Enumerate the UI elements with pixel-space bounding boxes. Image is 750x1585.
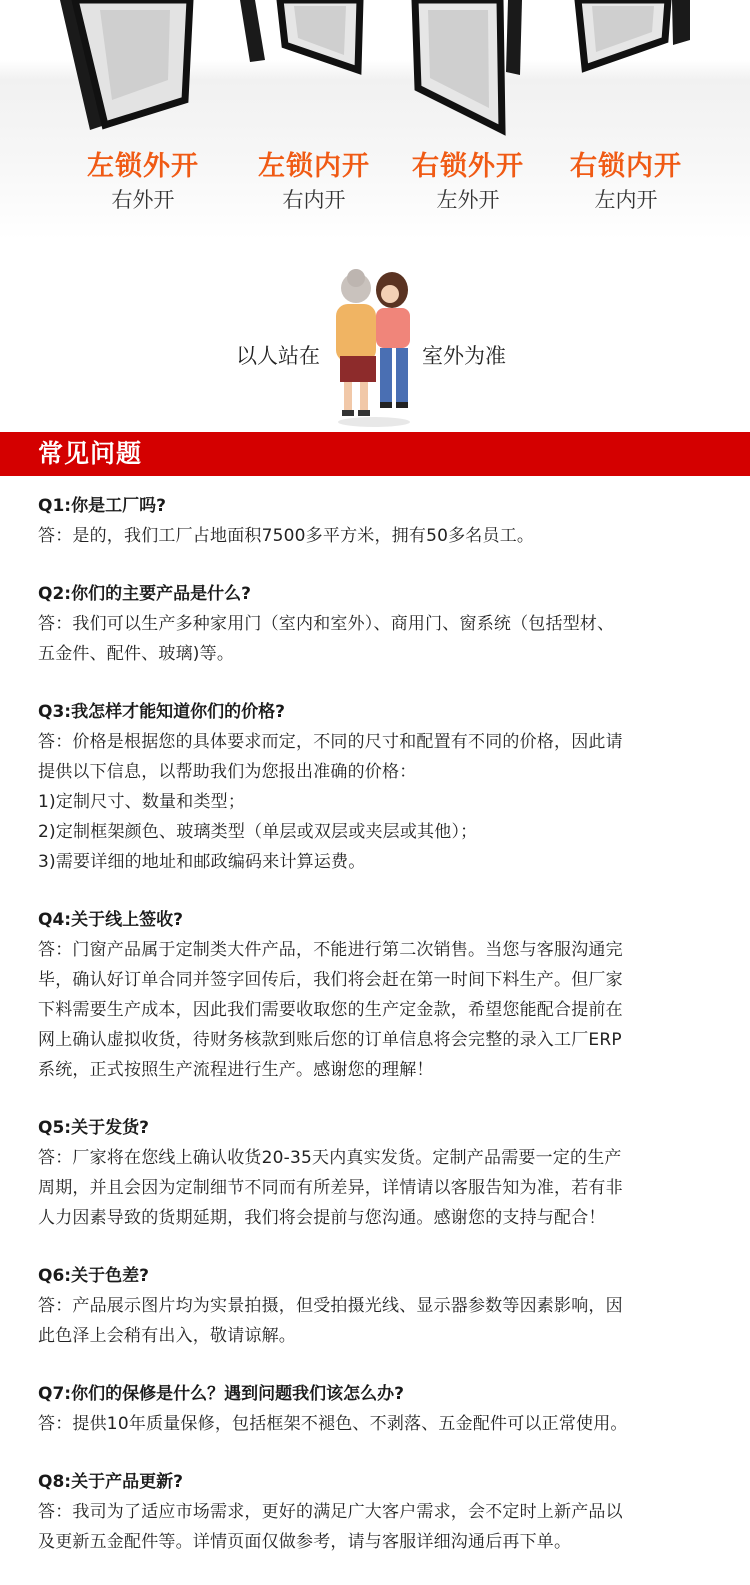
faq-question: Q7:你们的保修是什么？遇到问题我们该怎么办?: [38, 1384, 404, 1404]
faq-answer: [38, 1409, 718, 1439]
answer-line: 人力因素导致的货期延期，我们将会提前与您沟通。感谢您的支持与配合！: [38, 1208, 606, 1228]
door-image-3: [415, 0, 522, 130]
faq-item: [38, 1467, 718, 1557]
faq-item: [38, 491, 718, 551]
door-option-main: 右锁外开: [412, 151, 524, 182]
answer-line: 周期，并且会因为定制细节不同而有所差异，详情请以客服告知为准，若有非: [38, 1178, 623, 1198]
faq-item: [38, 905, 718, 1085]
answer-line: 五金件、配件、玻璃)等。: [38, 644, 235, 664]
faq-item: [38, 697, 718, 877]
answer-line: 此色泽上会稍有出入，敬请谅解。: [38, 1326, 296, 1346]
standard-right-text: 室外为准: [422, 344, 506, 368]
answer-line: 答：厂家将在您线上确认收货20-35天内真实发货。定制产品需要一定的生产: [38, 1148, 622, 1168]
faq-answer: [38, 935, 718, 1085]
faq-question: Q3:我怎样才能知道你们的价格?: [38, 702, 285, 722]
answer-line: 答：门窗产品属于定制类大件产品，不能进行第二次销售。当您与客服沟通完: [38, 940, 623, 960]
door-image-4: [578, 0, 690, 68]
door-option-main: 左锁内开: [258, 151, 370, 182]
door-option-1: [73, 150, 213, 216]
answer-line: 系统，正式按照生产流程进行生产。感谢您的理解！: [38, 1060, 434, 1080]
faq-header: [0, 432, 750, 476]
answer-line: 答：是的，我们工厂占地面积7500多平方米，拥有50多名员工。: [38, 526, 535, 546]
answer-line: 3)需要详细的地址和邮政编码来计算运费。: [38, 852, 366, 872]
faq-answer: [38, 521, 718, 551]
faq-answer: [38, 1497, 718, 1557]
door-illustrations: [0, 0, 750, 140]
door-option-sub: 右内开: [282, 188, 346, 212]
faq-question: Q8:关于产品更新?: [38, 1472, 183, 1492]
answer-line: 毕，确认好订单合同并签字回传后，我们将会赶在第一时间下料生产。但厂家: [38, 970, 623, 990]
door-option-sub: 右外开: [111, 188, 175, 212]
faq-question: Q4:关于线上签收?: [38, 910, 183, 930]
door-image-1: [60, 0, 190, 130]
faq-answer: [38, 1143, 718, 1233]
standard-left-text: 以人站在: [236, 344, 320, 368]
answer-line: 及更新五金配件等。详情页面仅做参考，请与客服详细沟通后再下单。: [38, 1532, 572, 1552]
door-opening-section: [0, 0, 750, 240]
answer-line: 1)定制尺寸、数量和类型；: [38, 792, 246, 812]
door-option-sub: 左外开: [436, 188, 500, 212]
answer-line: 网上确认虚拟收货，待财务核款到账后您的订单信息将会完整的录入工厂ERP: [38, 1030, 622, 1050]
faq-answer: [38, 1291, 718, 1351]
door-option-3: [398, 150, 538, 216]
answer-line: 答：我司为了适应市场需求，更好的满足广大客户需求，会不定时上新产品以: [38, 1502, 623, 1522]
answer-line: 答：我们可以生产多种家用门（室内和室外）、商用门、窗系统（包括型材、: [38, 614, 615, 634]
faq-item: [38, 1261, 718, 1351]
answer-line: 答：产品展示图片均为实景拍摄，但受拍摄光线、显示器参数等因素影响，因: [38, 1296, 623, 1316]
answer-line: 答：价格是根据您的具体要求而定，不同的尺寸和配置有不同的价格，因此请: [38, 732, 623, 752]
faq-item: [38, 579, 718, 669]
answer-line: 2)定制框架颜色、玻璃类型（单层或双层或夹层或其他）；: [38, 822, 478, 842]
faq-question: Q2:你们的主要产品是什么?: [38, 584, 251, 604]
faq-item: [38, 1379, 718, 1439]
door-option-4: [556, 150, 696, 216]
faq-question: Q5:关于发货?: [38, 1118, 149, 1138]
faq-answer: [38, 609, 718, 669]
answer-line: 答：提供10年质量保修，包括框架不褪色、不剥落、五金配件可以正常使用。: [38, 1414, 628, 1434]
door-option-main: 左锁外开: [87, 151, 199, 182]
faq-answer: [38, 727, 718, 877]
faq-item: [38, 1113, 718, 1233]
door-option-main: 右锁内开: [570, 151, 682, 182]
door-image-2: [240, 0, 360, 70]
faq-list: [38, 491, 718, 1585]
faq-title: 常见问题: [38, 439, 143, 468]
faq-question: Q6:关于色差?: [38, 1266, 149, 1286]
answer-line: 下料需要生产成本，因此我们需要收取您的生产定金款，希望您能配合提前在: [38, 1000, 623, 1020]
orientation-standard: [0, 240, 750, 430]
faq-question: Q1:你是工厂吗?: [38, 496, 166, 516]
door-option-2: [244, 150, 384, 216]
answer-line: 提供以下信息，以帮助我们为您报出准确的价格：: [38, 762, 417, 782]
door-option-sub: 左内开: [594, 188, 658, 212]
people-illustration: [326, 260, 426, 430]
